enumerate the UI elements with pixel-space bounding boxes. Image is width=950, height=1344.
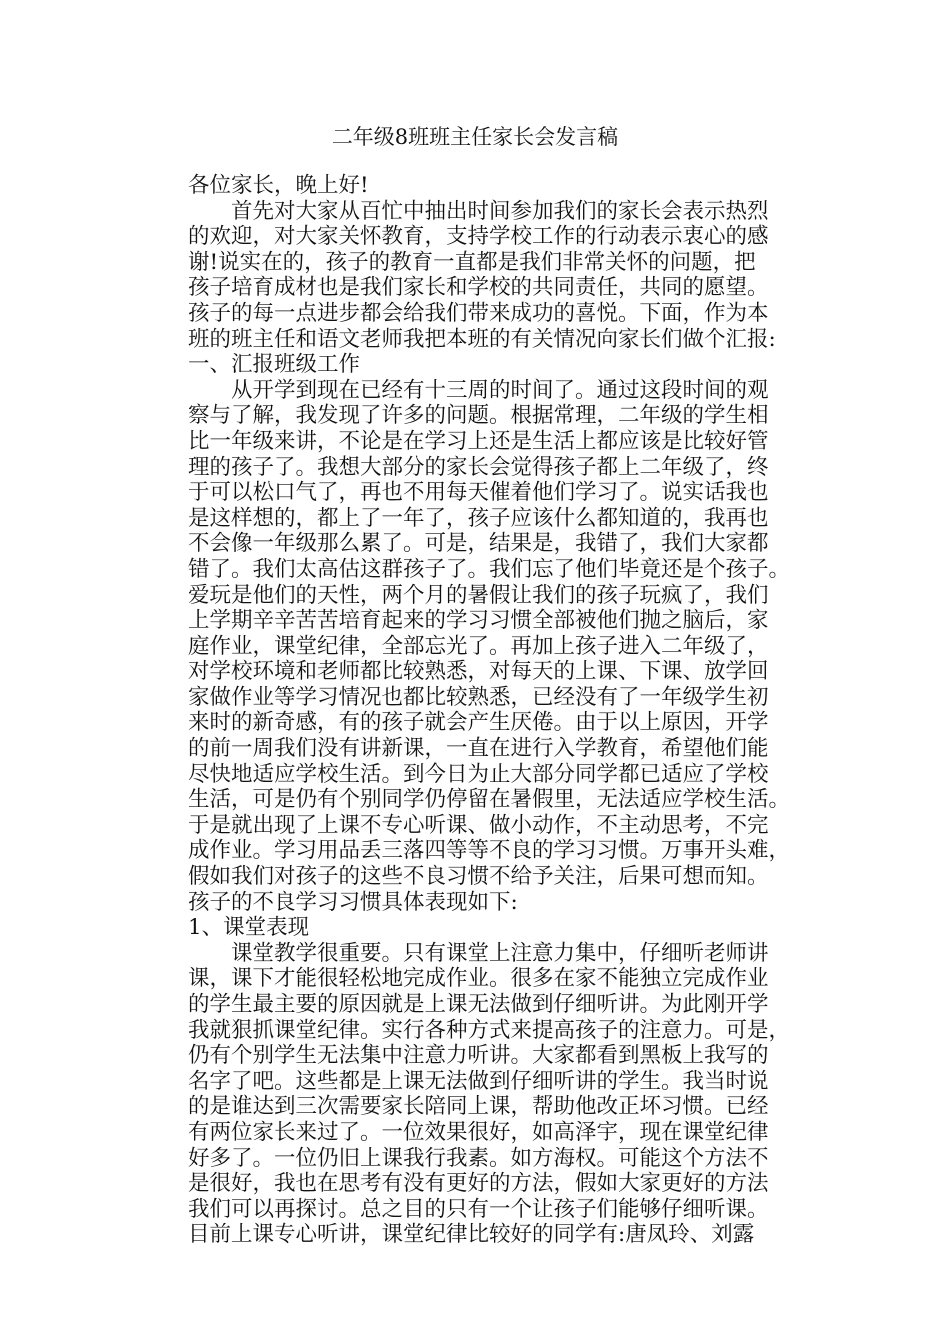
text-line: 孩子的每一点进步都会给我们带来成功的喜悦。下面，作为本 (188, 300, 769, 326)
text-line: 孩子培育成材也是我们家长和学校的共同责任，共同的愿望。 (188, 275, 769, 301)
text-line: 对学校环境和老师都比较熟悉，对每天的上课、下课、放学回 (188, 659, 769, 685)
text-line: 假如我们对孩子的这些不良习惯不给予关注，后果可想而知。 (188, 864, 769, 890)
text-line: 名字了吧。这些都是上课无法做到仔细听讲的学生。我当时说 (188, 1068, 769, 1094)
text-line: 课堂教学很重要。只有课堂上注意力集中，仔细听老师讲 (188, 940, 769, 966)
text-line: 首先对大家从百忙中抽出时间参加我们的家长会表示热烈 (188, 198, 769, 224)
text-line: 各位家长，晚上好! (188, 173, 369, 198)
document-title: 二年级8班班主任家长会发言稿 (331, 125, 619, 149)
text-line: 是很好，我也在思考有没有更好的方法，假如大家更好的方法 (188, 1171, 769, 1197)
text-line: 1、课堂表现 (188, 915, 310, 941)
text-line: 一、汇报班级工作 (188, 352, 361, 378)
text-line: 的是谁达到三次需要家长陪同上课，帮助他改正坏习惯。已经 (188, 1094, 769, 1120)
text-line: 于可以松口气了，再也不用每天催着他们学习了。说实话我也 (188, 480, 769, 506)
text-line: 错了。我们太高估这群孩子了。我们忘了他们毕竟还是个孩子。 (188, 556, 791, 582)
text-line: 是这样想的，都上了一年了，孩子应该什么都知道的，我再也 (188, 505, 769, 531)
text-line: 好多了。一位仍旧上课我行我素。如方海权。可能这个方法不 (188, 1145, 769, 1171)
text-line: 仍有个别学生无法集中注意力听讲。大家都看到黑板上我写的 (188, 1043, 769, 1069)
text-line: 成作业。学习用品丢三落四等等不良的学习习惯。万事开头难， (188, 838, 791, 864)
text-line: 爱玩是他们的天性，两个月的暑假让我们的孩子玩疯了，我们 (188, 582, 769, 608)
text-line: 不会像一年级那么累了。可是，结果是，我错了，我们大家都 (188, 531, 769, 557)
text-line: 尽快地适应学校生活。到今日为止大部分同学都已适应了学校 (188, 761, 769, 787)
text-line: 家做作业等学习情况也都比较熟悉，已经没有了一年级学生初 (188, 684, 769, 710)
text-line: 谢!说实在的，孩子的教育一直都是我们非常关怀的问题，把 (188, 249, 756, 275)
text-line: 课，课下才能很轻松地完成作业。很多在家不能独立完成作业 (188, 966, 769, 992)
text-line: 孩子的不良学习习惯具体表现如下: (188, 889, 518, 915)
text-line: 察与了解，我发现了许多的问题。根据常理，二年级的学生相 (188, 403, 769, 429)
text-line: 有两位家长来过了。一位效果很好，如高泽宇，现在课堂纪律 (188, 1119, 769, 1145)
document-body (188, 173, 808, 1248)
text-line: 比一年级来讲，不论是在学习上还是生活上都应该是比较好管 (188, 428, 769, 454)
text-line: 上学期辛辛苦苦培育起来的学习习惯全部被他们抛之脑后，家 (188, 608, 769, 634)
text-line: 理的孩子了。我想大部分的家长会觉得孩子都上二年级了，终 (188, 454, 769, 480)
text-line: 我们可以再探讨。总之目的只有一个让孩子们能够仔细听课。 (188, 1196, 769, 1222)
text-line: 从开学到现在已经有十三周的时间了。通过这段时间的观 (188, 377, 769, 403)
text-line: 班的班主任和语文老师我把本班的有关情况向家长们做个汇报: (188, 326, 776, 352)
text-line: 我就狠抓课堂纪律。实行各种方式来提高孩子的注意力。可是， (188, 1017, 791, 1043)
text-line: 生活，可是仍有个别同学仍停留在暑假里，无法适应学校生活。 (188, 787, 791, 813)
text-line: 的欢迎，对大家关怀教育，支持学校工作的行动表示衷心的感 (188, 224, 769, 250)
text-line: 的前一周我们没有讲新课，一直在进行入学教育，希望他们能 (188, 736, 769, 762)
text-line: 的学生最主要的原因就是上课无法做到仔细听讲。为此刚开学 (188, 992, 769, 1017)
text-line: 于是就出现了上课不专心听课、做小动作，不主动思考，不完 (188, 812, 769, 838)
text-line: 庭作业，课堂纪律，全部忘光了。再加上孩子进入二年级了， (188, 633, 769, 659)
text-line: 目前上课专心听讲，课堂纪律比较好的同学有:唐凤玲、刘露 (188, 1222, 755, 1248)
text-line: 来时的新奇感，有的孩子就会产生厌倦。由于以上原因，开学 (188, 710, 769, 736)
